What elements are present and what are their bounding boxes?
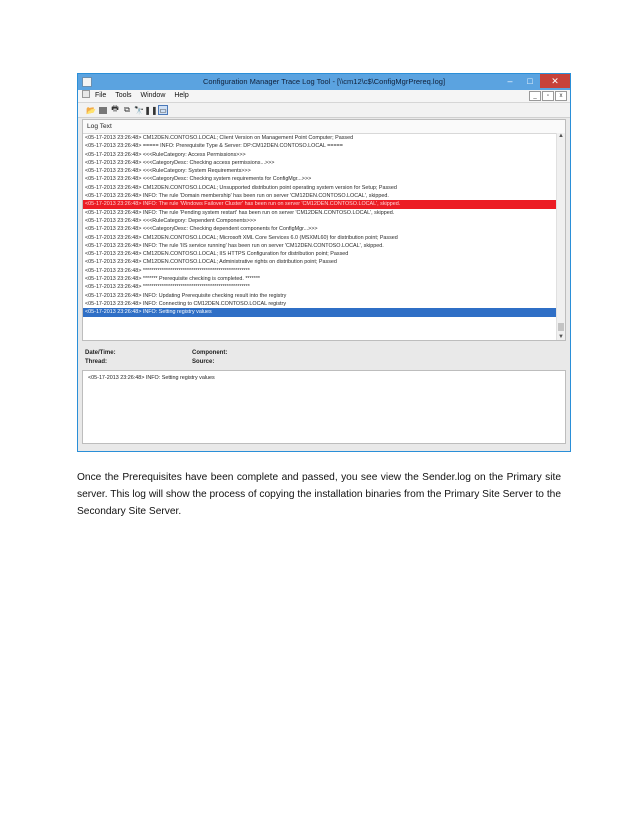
mdi-minimize-button[interactable]: _ — [529, 91, 541, 101]
log-scrollbar[interactable] — [556, 133, 565, 340]
log-row[interactable]: <05-17-2013 23:26:48> ===== INFO: Prerequisite Type & Server: DP:CM12DEN.CONTOSO.LOCAL ===== — [85, 143, 343, 150]
log-row[interactable]: <05-17-2013 23:26:48> <<<CategoryDesc: Checking access permissions...>>> — [85, 159, 275, 166]
trace-log-window — [77, 73, 571, 452]
log-row[interactable]: <05-17-2013 23:26:48> *************************************************** — [85, 284, 250, 291]
details-panel — [82, 348, 566, 370]
pause-icon[interactable]: ❚❚ — [144, 105, 158, 115]
log-text-column-header[interactable]: Log Text — [83, 120, 565, 134]
menu-window[interactable]: Window — [140, 92, 166, 99]
maximize-button[interactable]: □ — [527, 76, 533, 86]
minimize-button[interactable]: – — [507, 76, 513, 86]
window-title: Configuration Manager Trace Log Tool - [\\cm12\c$\ConfigMgrPrereq.log] — [202, 77, 446, 86]
menu-file[interactable]: File — [94, 92, 107, 99]
log-row[interactable]: <05-17-2013 23:26:48> <<<RuleCategory: Access Permissions>>> — [85, 151, 246, 158]
log-row[interactable]: <05-17-2013 23:26:48> CM12DEN.CONTOSO.LOCAL; Unsupported distribution point operating system version for Setup; Passed — [85, 184, 397, 191]
window-title-bar — [78, 74, 570, 90]
toolbar — [78, 103, 570, 118]
log-row[interactable]: <05-17-2013 23:26:48> <<<CategoryDesc: Checking dependent components for ConfigMgr...>>> — [85, 226, 318, 233]
source-label: Source: — [192, 359, 215, 365]
log-row[interactable]: <05-17-2013 23:26:48> *************************************************** — [85, 267, 250, 274]
log-row[interactable]: <05-17-2013 23:26:48> INFO: The rule 'IIS service running' has been run on server 'CM12DEN.CONTOSO.LOCAL', skipped. — [85, 242, 384, 249]
log-row[interactable]: <05-17-2013 23:26:48> INFO: Setting registry values — [83, 308, 565, 316]
app-icon — [82, 77, 92, 87]
menu-bar — [78, 90, 570, 103]
document-icon — [82, 90, 90, 98]
scroll-up-arrow-icon[interactable]: ▲ — [558, 133, 564, 139]
body-paragraph: Once the Prerequisites have been complete and passed, you see view the Sender.log on the Primary site server. This log will show the process of copying the installation binaries from the Primary Site Server to the Secondary Site Server. — [77, 472, 561, 517]
find-icon[interactable]: 🔭 — [134, 105, 144, 115]
open-folder-icon[interactable]: 📂 — [86, 105, 96, 115]
log-row[interactable]: <05-17-2013 23:26:48> INFO: The rule 'Domain membership' has been run on server 'CM12DEN.CONTOSO.LOCAL', skipped. — [85, 193, 389, 200]
copy-icon[interactable]: ⧉ — [124, 105, 130, 114]
save-icon[interactable] — [98, 105, 108, 115]
highlight-icon[interactable]: ▭ — [159, 105, 167, 115]
log-row[interactable]: <05-17-2013 23:26:48> INFO: The rule 'Pending system restart' has been run on server 'CM12DEN.CONTOSO.LOCAL', skipped. — [85, 209, 395, 216]
log-row[interactable]: <05-17-2013 23:26:48> ******* Prerequisite checking is completed. ******* — [85, 276, 261, 283]
message-pane[interactable] — [82, 370, 566, 444]
log-rows — [83, 134, 565, 317]
print-icon[interactable]: 🖶 — [111, 104, 119, 113]
log-row[interactable]: <05-17-2013 23:26:48> INFO: Connecting to CM12DEN.CONTOSO.LOCAL registry — [85, 300, 287, 307]
log-row[interactable]: <05-17-2013 23:26:48> CM12DEN.CONTOSO.LOCAL; Client Version on Management Point Computer; Passed — [85, 135, 354, 141]
menu-help[interactable]: Help — [174, 92, 189, 99]
log-text-pane[interactable] — [82, 119, 566, 341]
log-row[interactable]: <05-17-2013 23:26:48> <<<RuleCategory: Dependent Components>>> — [85, 217, 257, 224]
log-row[interactable]: <05-17-2013 23:26:48> INFO: The rule 'Windows Failover Cluster' has been run on server 'CM12DEN.CONTOSO.LOCAL', skipped. — [83, 200, 565, 208]
log-row[interactable]: <05-17-2013 23:26:48> CM12DEN.CONTOSO.LOCAL; Microsoft XML Core Services 6.0 (MSXML60) for distribution point; Passed — [85, 234, 398, 241]
window-controls — [500, 74, 570, 90]
mdi-restore-button[interactable]: ▫ — [542, 91, 554, 101]
log-row[interactable]: <05-17-2013 23:26:48> CM12DEN.CONTOSO.LOCAL; IIS HTTPS Configuration for distribution point; Passed — [85, 251, 349, 258]
thread-label: Thread: — [85, 359, 108, 365]
scroll-thumb[interactable] — [558, 323, 564, 331]
scroll-down-arrow-icon[interactable]: ▼ — [558, 334, 564, 340]
log-row[interactable]: <05-17-2013 23:26:48> <<<CategoryDesc: Checking system requirements for ConfigMgr...>>> — [85, 176, 312, 183]
mdi-close-button[interactable]: x — [555, 91, 567, 101]
log-row[interactable]: <05-17-2013 23:26:48> <<<RuleCategory: System Requirements>>> — [85, 168, 251, 175]
mdi-controls — [529, 91, 567, 101]
close-button[interactable]: ✕ — [540, 74, 570, 88]
message-text: <05-17-2013 23:26:48> INFO: Setting registry values — [88, 375, 215, 381]
log-row[interactable]: <05-17-2013 23:26:48> INFO: Updating Prerequisite checking result into the registry — [85, 292, 287, 299]
menu-tools[interactable]: Tools — [115, 92, 132, 99]
log-row[interactable]: <05-17-2013 23:26:48> CM12DEN.CONTOSO.LOCAL; Administrative rights on distribution point; Passed — [85, 259, 337, 266]
datetime-label: Date/Time: — [85, 350, 116, 356]
component-label: Component: — [192, 350, 228, 356]
